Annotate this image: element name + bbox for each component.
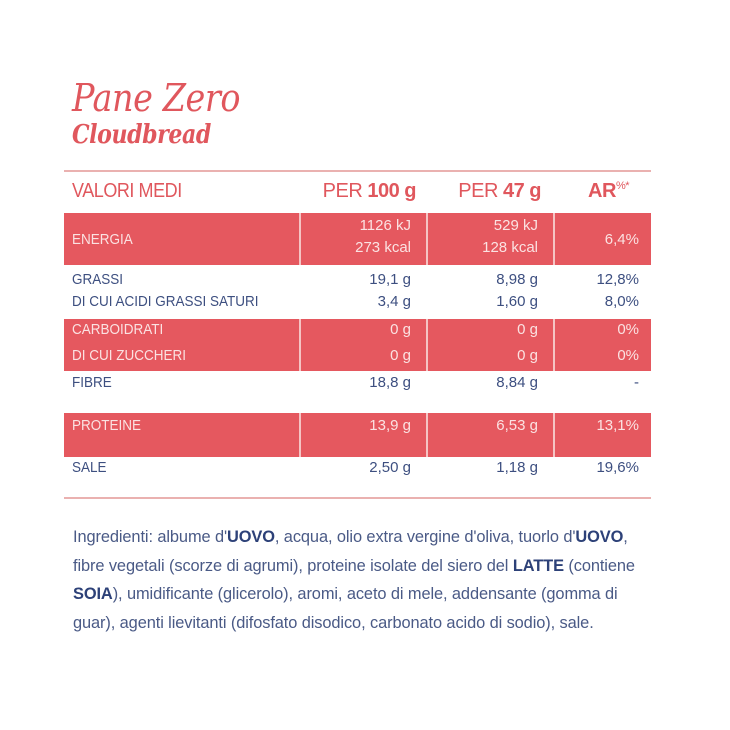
row-per47: 8,84 g	[496, 374, 538, 391]
header-per-100g	[323, 180, 416, 203]
row-per47-kj: 529 kJ	[493, 217, 538, 234]
table-row-proteine	[64, 417, 651, 439]
row-label: DI CUI ZUCCHERI	[72, 347, 187, 364]
header-ar	[588, 180, 629, 203]
table-row-carboidrati	[64, 321, 651, 345]
table-row-sale	[64, 459, 651, 481]
top-divider	[64, 170, 651, 172]
row-per47: 1,60 g	[496, 293, 538, 310]
row-ar: 8,0%	[604, 293, 639, 310]
row-per100-kj: 1126 kJ	[359, 217, 411, 234]
row-label: CARBOIDRATI	[72, 321, 164, 338]
ingredient-text: (contiene	[563, 556, 635, 575]
ingredient-text: , fibre vegetali (scorze di agrumi), proteine isolate del siero del	[73, 528, 628, 575]
row-per100: 0 g	[390, 347, 411, 364]
row-per100: 13,9 g	[369, 417, 411, 434]
row-per47: 0 g	[517, 321, 538, 338]
row-per100: 3,4 g	[377, 293, 411, 310]
row-per47-kcal: 128 kcal	[482, 239, 538, 256]
table-row-saturi	[64, 293, 651, 315]
ingredient-text: Ingredienti: albume d'	[73, 528, 228, 546]
header-per-prefix: PER	[458, 180, 498, 202]
row-ar: 19,6%	[596, 459, 639, 476]
ingredient-text: ), umidificante (glicerolo), aromi, aceto di mele, addensante (gomma di guar), agenti lievitanti (difosfato disodico, carbonato acido di sodio), sale.	[73, 585, 618, 632]
allergen-text: UOVO	[575, 528, 624, 546]
row-label: PROTEINE	[72, 417, 142, 434]
row-ar: -	[634, 374, 639, 391]
row-per47: 1,18 g	[496, 459, 538, 476]
table-row-fibre	[64, 374, 651, 396]
product-title: Pane Zero	[72, 76, 241, 120]
row-ar: 6,4%	[604, 231, 639, 248]
row-per100: 0 g	[390, 321, 411, 338]
row-per100: 19,1 g	[369, 271, 411, 288]
row-label: SALE	[72, 459, 107, 476]
row-label: FIBRE	[72, 374, 112, 391]
table-row-energia	[64, 213, 651, 265]
row-per100: 18,8 g	[369, 374, 411, 391]
product-subtitle: Cloudbread	[72, 120, 211, 150]
row-ar: 13,1%	[596, 417, 639, 434]
row-ar: 12,8%	[596, 271, 639, 288]
ingredients-text	[73, 523, 653, 637]
row-ar: 0%	[617, 347, 639, 364]
header-ar-label: AR	[588, 180, 616, 202]
bottom-divider	[64, 497, 651, 499]
header-per-prefix: PER	[322, 180, 363, 202]
header-label: VALORI MEDI	[72, 180, 182, 202]
header-per-47g	[458, 180, 541, 203]
table-row-grassi	[64, 271, 651, 293]
row-per47: 0 g	[517, 347, 538, 364]
row-per47: 8,98 g	[496, 271, 538, 288]
header-per-amount: 100 g	[367, 180, 416, 202]
row-per47: 6,53 g	[496, 417, 538, 434]
header-per-amount: 47 g	[502, 180, 541, 202]
allergen-text: LATTE	[512, 556, 564, 575]
product-title-block	[72, 76, 263, 150]
table-header	[64, 176, 651, 210]
row-per100-kcal: 273 kcal	[355, 239, 411, 256]
row-label: DI CUI ACIDI GRASSI SATURI	[72, 293, 259, 310]
ingredient-text: , acqua, olio extra vergine d'oliva, tuorlo d'	[274, 528, 576, 546]
row-label: GRASSI	[72, 271, 124, 288]
table-row-zuccheri	[64, 347, 651, 371]
header-ar-sup: %*	[615, 180, 629, 192]
allergen-text: SOIA	[73, 585, 113, 603]
allergen-text: UOVO	[227, 528, 275, 546]
row-per100: 2,50 g	[369, 459, 411, 476]
row-label: ENERGIA	[72, 231, 133, 248]
row-ar: 0%	[617, 321, 639, 338]
